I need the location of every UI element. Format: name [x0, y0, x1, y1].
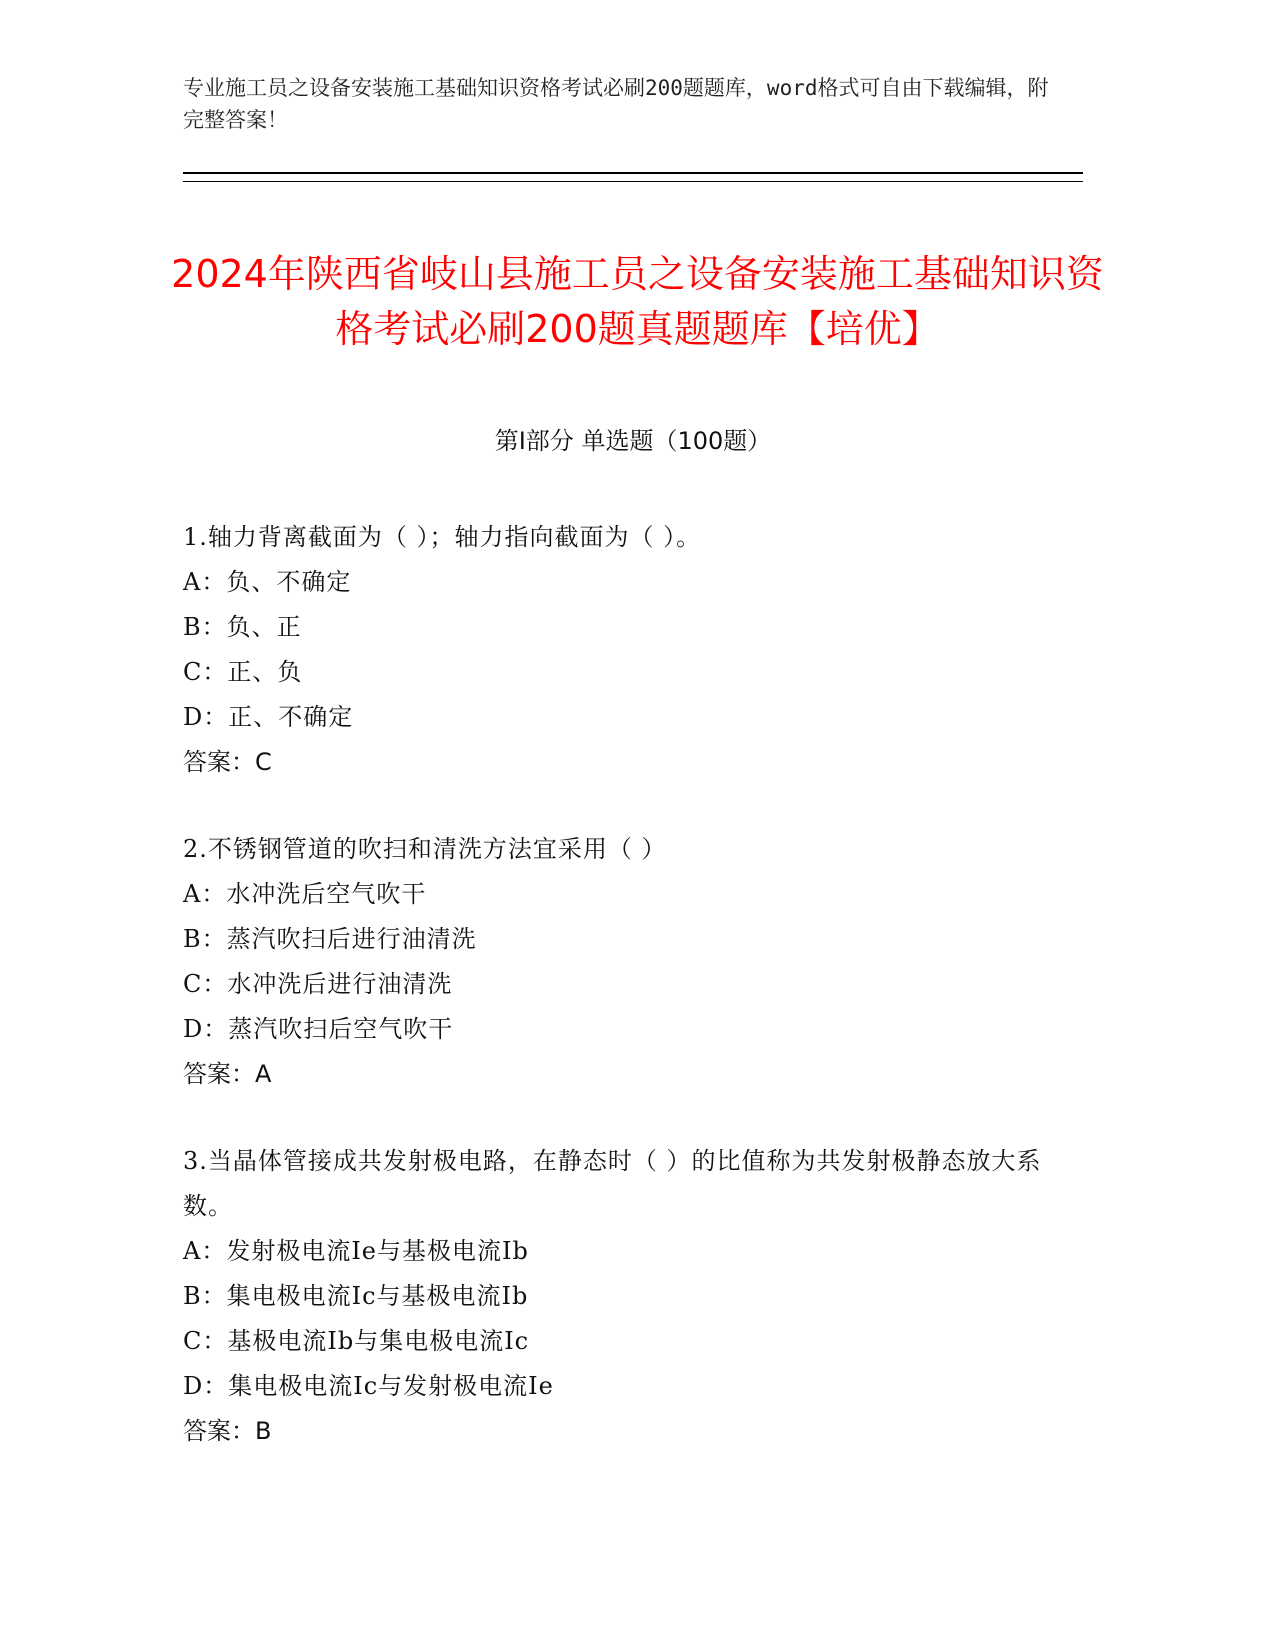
question-list [183, 515, 1053, 1496]
header-rule-thin [183, 181, 1083, 182]
option-a: A：负、不确定 [183, 568, 352, 596]
option-a: A：水冲洗后空气吹干 [183, 880, 427, 908]
answer: 答案：B [183, 1417, 272, 1445]
question-3 [183, 1139, 1053, 1454]
section-heading: 第I部分 单选题（100题） [494, 427, 772, 455]
answer: 答案：A [183, 1060, 272, 1088]
option-d: D：正、不确定 [183, 703, 354, 731]
option-b: B：集电极电流Ic与基极电流Ib [183, 1282, 529, 1310]
option-d: D：蒸汽吹扫后空气吹干 [183, 1015, 454, 1043]
header-note: 专业施工员之设备安装施工基础知识资格考试必刷200题题库，word格式可自由下载编辑，附完整答案！ [183, 76, 1049, 132]
answer: 答案：C [183, 748, 272, 776]
option-c: C：基极电流Ib与集电极电流Ic [183, 1327, 530, 1355]
option-d: D：集电极电流Ic与发射极电流Ie [183, 1372, 554, 1400]
option-c: C：水冲洗后进行油清洗 [183, 970, 453, 998]
option-c: C：正、负 [183, 658, 303, 686]
question-stem: 3.当晶体管接成共发射极电路，在静态时（ ）的比值称为共发射极静态放大系数。 [183, 1147, 1042, 1220]
header-rule-thick [183, 172, 1083, 174]
option-a: A：发射极电流Ie与基极电流Ib [183, 1237, 529, 1265]
question-stem: 1.轴力背离截面为（ ）；轴力指向截面为（ ）。 [183, 523, 702, 551]
option-b: B：蒸汽吹扫后进行油清洗 [183, 925, 477, 953]
question-1 [183, 515, 1053, 785]
question-stem: 2.不锈钢管道的吹扫和清洗方法宜采用（ ） [183, 835, 667, 863]
option-b: B：负、正 [183, 613, 302, 641]
question-2 [183, 827, 1053, 1097]
document-title: 2024年陕西省岐山县施工员之设备安装施工基础知识资格考试必刷200题真题题库【培优】 [171, 252, 1104, 352]
